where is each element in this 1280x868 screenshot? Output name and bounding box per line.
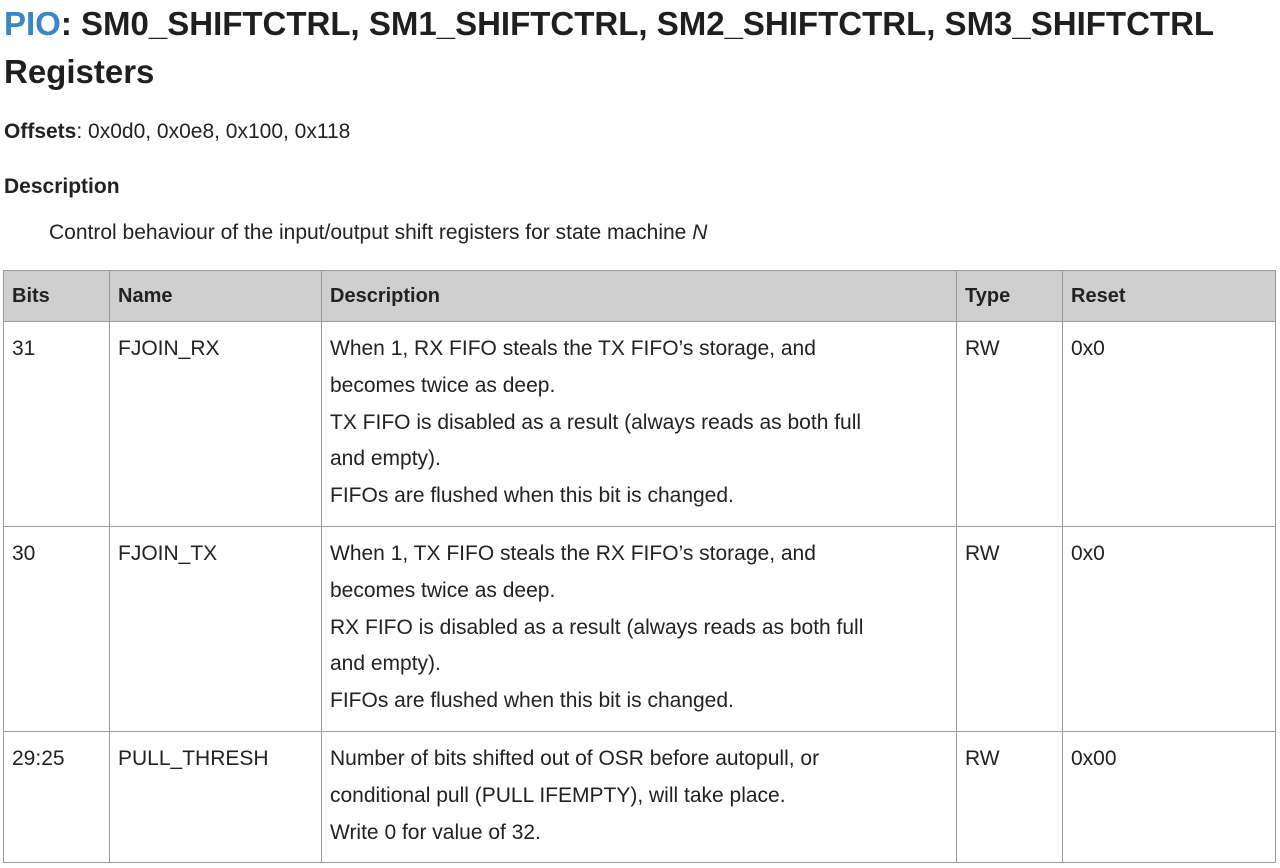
- header-bits: Bits: [4, 271, 110, 322]
- description-italic: N: [692, 221, 708, 244]
- cell-type: RW: [957, 322, 1063, 527]
- offsets-label: Offsets: [4, 120, 77, 143]
- page-title: [4, 0, 1280, 96]
- header-description: Description: [322, 271, 957, 322]
- cell-type: RW: [957, 527, 1063, 732]
- description-line: becomes twice as deep.: [330, 373, 556, 397]
- description-text: [49, 219, 707, 247]
- cell-bits: 30: [4, 527, 110, 732]
- table-row: [4, 527, 1276, 732]
- table-row: [4, 322, 1276, 527]
- cell-bits: 31: [4, 322, 110, 527]
- description-line: and empty).: [330, 652, 441, 676]
- description-line: and empty).: [330, 447, 441, 471]
- description-line: Write 0 for value of 32.: [330, 820, 541, 844]
- cell-reset: 0x00: [1063, 732, 1276, 863]
- cell-reset: 0x0: [1063, 527, 1276, 732]
- cell-bits: 29:25: [4, 732, 110, 863]
- description-line: becomes twice as deep.: [330, 578, 556, 602]
- cell-name: FJOIN_RX: [110, 322, 322, 527]
- title-text: : SM0_SHIFTCTRL, SM1_SHIFTCTRL, SM2_SHIFTCTRL, SM3_SHIFTCTRL Registers: [4, 5, 1214, 90]
- description-line: TX FIFO is disabled as a result (always reads as both full: [330, 410, 862, 434]
- description-line: Number of bits shifted out of OSR before autopull, or: [330, 747, 820, 770]
- offsets-value: : 0x0d0, 0x0e8, 0x100, 0x118: [76, 120, 351, 143]
- description-line: FIFOs are flushed when this bit is changed.: [330, 689, 734, 713]
- title-prefix-link[interactable]: PIO: [4, 5, 61, 42]
- description-heading: Description: [4, 175, 120, 198]
- description-line: FIFOs are flushed when this bit is changed.: [330, 484, 734, 508]
- register-table: [3, 270, 1276, 863]
- description-line: When 1, RX FIFO steals the TX FIFO’s storage, and: [330, 337, 816, 360]
- cell-description: [322, 527, 957, 732]
- description-line: RX FIFO is disabled as a result (always reads as both full: [330, 615, 864, 639]
- cell-name: PULL_THRESH: [110, 732, 322, 863]
- table-header-row: [4, 271, 1276, 322]
- cell-name: FJOIN_TX: [110, 527, 322, 732]
- offsets-line: [4, 118, 350, 146]
- header-type: Type: [957, 271, 1063, 322]
- header-reset: Reset: [1063, 271, 1276, 322]
- cell-type: RW: [957, 732, 1063, 863]
- table-row: [4, 732, 1276, 863]
- cell-description: [322, 732, 957, 863]
- description-line: When 1, TX FIFO steals the RX FIFO’s storage, and: [330, 542, 816, 565]
- header-name: Name: [110, 271, 322, 322]
- cell-reset: 0x0: [1063, 322, 1276, 527]
- cell-description: [322, 322, 957, 527]
- description-line: conditional pull (PULL IFEMPTY), will take place.: [330, 783, 786, 807]
- description-body: Control behaviour of the input/output shift registers for state machine: [49, 221, 693, 244]
